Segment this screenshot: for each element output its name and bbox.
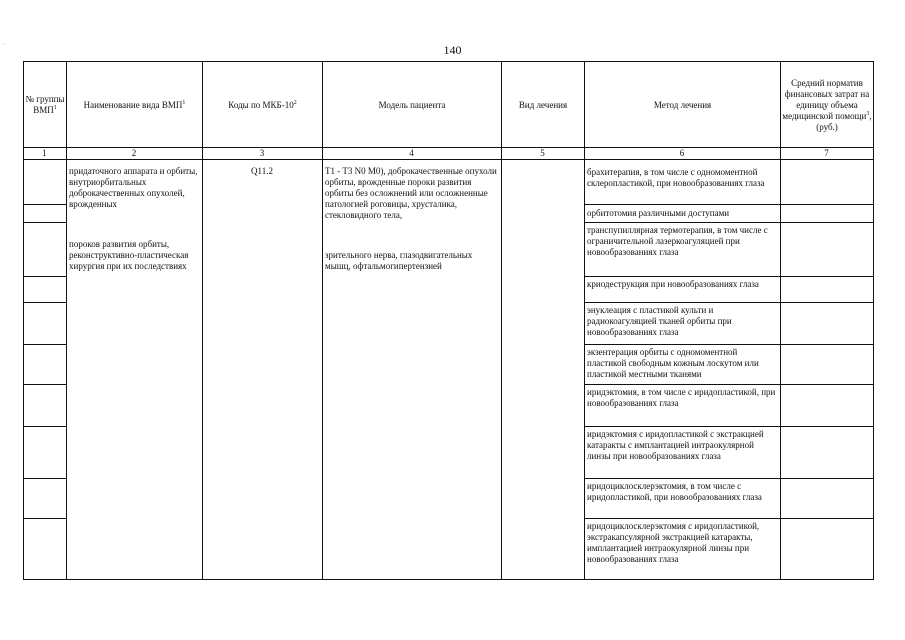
column-number: 5 xyxy=(540,148,545,158)
treatment-method-item: орбитотомия различными доступами xyxy=(587,208,730,218)
row-divider xyxy=(23,276,66,277)
header-treatment-method: Метод лечения xyxy=(653,99,712,110)
header-icd-codes: Коды по МКБ-$10^2$ xyxy=(228,99,297,110)
grid-vline xyxy=(873,61,874,580)
treatment-method-item: иридэктомия с иридопластикой с экстракцией катаракты с имплантацией интраокулярной линзы при новообразованиях глаза xyxy=(587,429,764,461)
column-number: 7 xyxy=(824,148,829,158)
treatment-method-item: иридоциклосклерэктомия, в том числе с иридопластикой, при новообразованиях глаза xyxy=(587,481,762,502)
row-divider xyxy=(584,478,874,479)
row-divider xyxy=(23,518,66,519)
grid-vline xyxy=(780,61,781,580)
row-divider xyxy=(584,518,874,519)
row-divider xyxy=(23,384,66,385)
row-divider xyxy=(584,426,874,427)
treatment-method-item: иридоциклосклерэктомия с иридопластикой, экстракапсулярной экстракцией катаракты, имплантацией интраокулярной линзы при новообразованиях глаза xyxy=(587,521,760,564)
row-divider xyxy=(584,302,874,303)
row-divider xyxy=(23,222,66,223)
treatment-method-item: энуклеация с пластикой культи и радиокоагуляцией тканей орбиты при новообразованиях глаза xyxy=(587,305,732,337)
header-vmp-group: № группы ВМП$^1$ xyxy=(25,94,65,115)
column-number: 4 xyxy=(409,148,414,158)
header-patient-model: Модель пациента xyxy=(378,99,446,110)
treatment-method-item: экзентерация орбиты с одномоментной пластикой свободным кожным лоскутом или пластикой местными тканями xyxy=(587,347,759,379)
grid-vline xyxy=(23,61,24,580)
column-number: 1 xyxy=(42,148,47,158)
row-divider xyxy=(584,276,874,277)
treatment-method-item: брахитерапия, в том числе с одномоментной склеропластикой, при новообразованиях глаза xyxy=(587,167,765,188)
grid-vline xyxy=(501,61,502,580)
row-divider xyxy=(584,222,874,223)
row-divider xyxy=(23,478,66,479)
grid-hline xyxy=(23,579,874,580)
header-treatment-type: Вид лечения xyxy=(518,99,568,110)
row-divider xyxy=(23,426,66,427)
row-divider xyxy=(584,204,874,205)
header-cost-standard: Средний норматив финансовых затрат на единицу объема медицинской помощи$^3$, (руб.) xyxy=(782,77,872,132)
vmp-table xyxy=(23,61,874,580)
vmp-name-text: придаточного аппарата и орбиты, внутриорбитальных доброкачественных опухолей, врожденных xyxy=(69,166,198,209)
grid-hline xyxy=(23,159,874,160)
grid-vline xyxy=(66,61,67,580)
row-divider xyxy=(23,302,66,303)
column-number: 3 xyxy=(259,148,265,158)
margin-mark: · xyxy=(3,40,6,49)
row-divider xyxy=(23,344,66,345)
row-divider xyxy=(584,344,874,345)
grid-vline xyxy=(202,61,203,580)
page-number: 140 xyxy=(443,43,462,57)
header-vmp-name: Наименование вида ВМП$^1$ xyxy=(83,99,186,110)
row-divider xyxy=(23,204,66,205)
patient-model-text: T1 - T3 N0 M0), доброкачественные опухоли орбиты, врожденные пороки развития орбиты без осложнений или осложненные патологией роговицы, хрусталика, стекловидного тела, xyxy=(325,166,497,220)
grid-hline xyxy=(23,61,874,62)
column-number: 6 xyxy=(679,148,685,158)
treatment-method-item: криодеструкция при новообразованиях глаза xyxy=(587,279,759,289)
row-divider xyxy=(584,384,874,385)
grid-vline xyxy=(322,61,323,580)
treatment-method-item: иридэктомия, в том числе с иридопластикой, при новообразованиях глаза xyxy=(587,387,776,408)
vmp-name-text-continued: пороков развития орбиты, реконструктивно-пластическая хирургия при их последствиях xyxy=(69,239,189,271)
patient-model-text-continued: зрительного нерва, глазодвигательных мышц, офтальмогипертензией xyxy=(325,250,473,271)
treatment-method-item: транспупиллярная термотерапия, в том числе с ограничительной лазеркоагуляцией при новообразованиях глаза xyxy=(587,225,768,257)
icd-code: Q11.2 xyxy=(251,166,273,176)
grid-vline xyxy=(584,61,585,580)
column-number: 2 xyxy=(131,148,137,158)
